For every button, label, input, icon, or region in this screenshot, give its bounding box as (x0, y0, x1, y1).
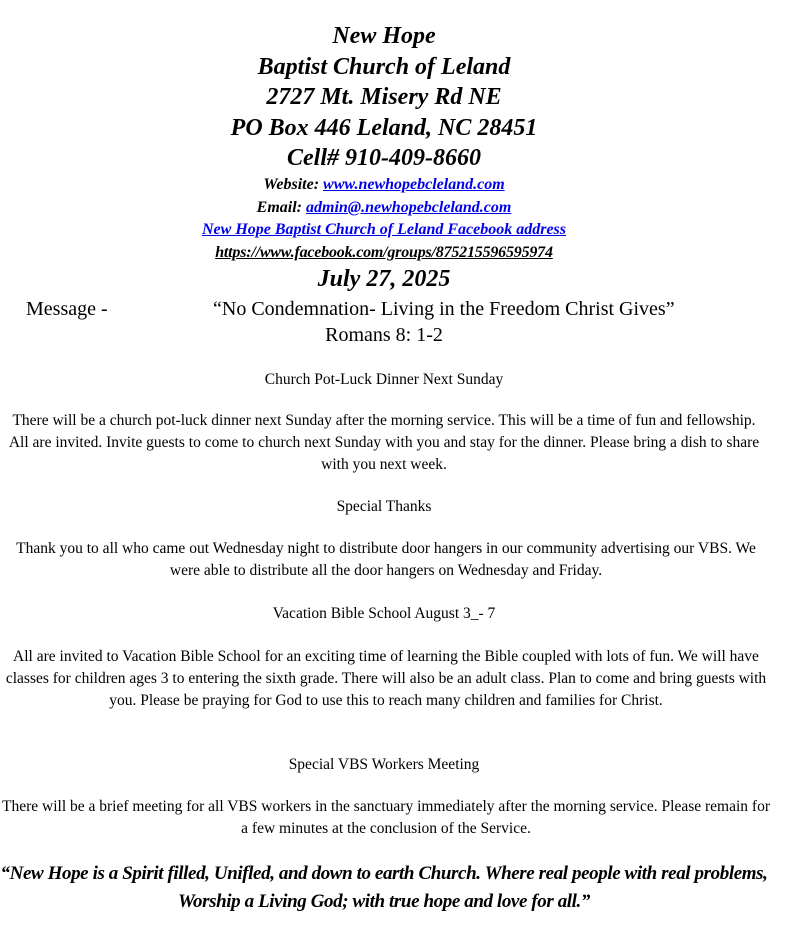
website-line (0, 175, 768, 195)
po-box-address: PO Box 446 Leland, NC 28451 (230, 115, 538, 141)
email-line (0, 198, 768, 218)
message-title: “No Condemnation- Living in the Freedom Christ Gives” (213, 298, 675, 320)
church-name-line1: New Hope (332, 23, 436, 49)
cell-phone: Cell# 910-409-8660 (287, 145, 481, 171)
facebook-line (0, 220, 768, 240)
street-address: 2727 Mt. Misery Rd NE (266, 84, 502, 110)
section-heading-workers: Special VBS Workers Meeting (288, 756, 480, 773)
scripture-reference: Romans 8: 1-2 (325, 324, 443, 346)
section-heading-potluck: Church Pot-Luck Dinner Next Sunday (264, 371, 504, 388)
closing-quote: “New Hope is a Spirit filled, Unifled, and down to earth Church. Where real people with real problems, Worship a Living God; with true hope and love for all.” (0, 863, 768, 912)
message-label: Message - (26, 298, 108, 320)
website-link[interactable]: www.newhopebcleland.com (323, 176, 505, 193)
section-body-workers: There will be a brief meeting for all VBS workers in the sanctuary immediately after the morning service. Please remain for a few minutes at the conclusion of the Service. (2, 798, 770, 837)
bulletin-date: July 27, 2025 (317, 266, 451, 292)
section-body-thanks: Thank you to all who came out Wednesday night to distribute door hangers in our community advertising our VBS. We were able to distribute all the door hangers on Wednesday and Friday. (16, 540, 756, 579)
email-label: Email: (256, 199, 307, 216)
message-line (0, 296, 800, 322)
section-heading-thanks: Special Thanks (336, 498, 432, 515)
facebook-url[interactable]: https://www.facebook.com/groups/875215596595974 (215, 244, 553, 261)
facebook-link[interactable]: New Hope Baptist Church of Leland Facebook address (201, 221, 566, 238)
church-name-line2: Baptist Church of Leland (257, 54, 511, 80)
section-body-vbs: All are invited to Vacation Bible School for an exciting time of learning the Bible coupled with lots of fun. We will have classes for children ages 3 to entering the sixth grade. There will also be an adult class. Plan to come and bring guests with you. Please be praying for God to use this to reach many children and families for Christ. (5, 648, 767, 709)
section-body-potluck: There will be a church pot-luck dinner next Sunday after the morning service. This will be a time of fun and fellowship. All are invited. Invite guests to come to church next Sunday with you and stay for the dinner. Please bring a dish to share with you next week. (8, 412, 760, 473)
email-link[interactable]: admin@.newhopebcleland.com (306, 199, 512, 216)
website-label: Website: (263, 176, 324, 193)
section-heading-vbs: Vacation Bible School August 3_- 7 (272, 605, 496, 622)
